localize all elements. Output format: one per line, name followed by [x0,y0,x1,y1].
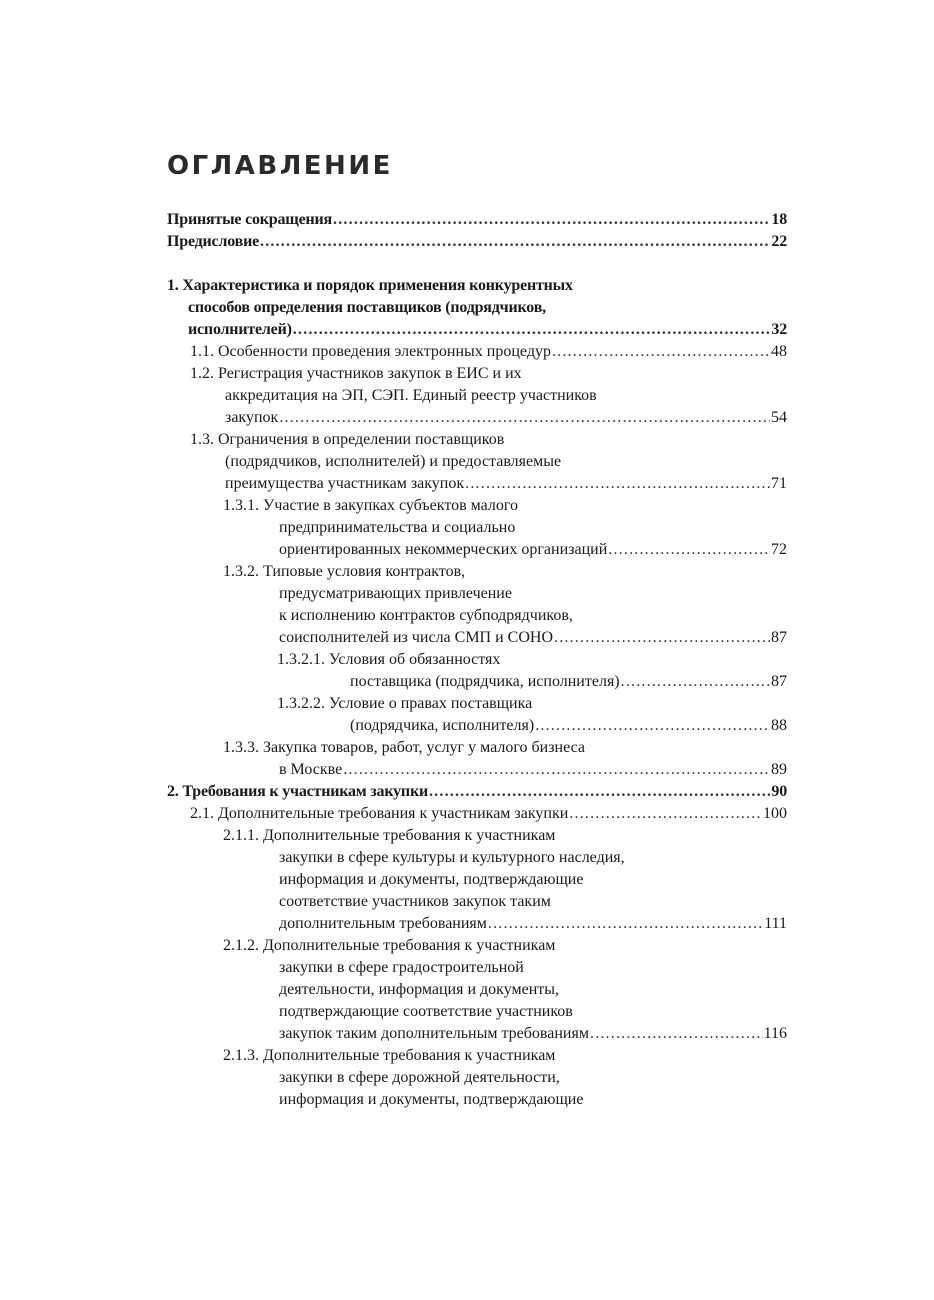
page-number: 116 [763,1025,787,1042]
toc-entry-title-line: 2. Требования к участникам закупки [167,783,428,800]
toc-entry-title-line: (подрядчика, исполнителя) [350,717,535,734]
toc-entry[interactable] [167,1045,787,1111]
dot-leader [590,1023,763,1045]
toc-entry[interactable] [167,429,787,495]
toc-entry-title-line: 1.3.2.1. Условия об обязанностях [277,651,501,668]
toc-entry[interactable] [167,363,787,429]
toc-entry[interactable] [167,209,787,231]
toc-entry-title-line: соисполнителей из числа СМП и СОНО [279,629,553,646]
toc-entry-title-line: закупки в сфере культуры и культурного наследия, [279,849,625,866]
toc-entry-title-line: 2.1.3. Дополнительные требования к участникам [223,1047,556,1064]
toc-entry-title-line: в Москве [279,761,343,778]
toc-entry-title-line: 1.3.3. Закупка товаров, работ, услуг у малого бизнеса [223,739,585,756]
toc-entry[interactable] [167,649,787,693]
toc-entry[interactable] [167,737,787,781]
toc-entry-title-line: аккредитация на ЭП, СЭП. Единый реестр участников [225,387,597,404]
toc-entry-title-line: предпринимательства и социально [279,519,516,536]
toc-entry-title-line: 2.1.1. Дополнительные требования к участникам [223,827,556,844]
dot-leader [554,627,770,649]
toc-entry[interactable] [167,561,787,649]
toc-entry[interactable] [167,781,787,803]
toc-entry[interactable] [167,803,787,825]
toc-entry-title-line: соответствие участников закупок таким [279,893,551,910]
toc-entry-title-line: (подрядчиков, исполнителей) и предоставляемые [225,453,562,470]
page-number: 89 [771,761,787,778]
toc-entry[interactable] [167,495,787,561]
page-number: 90 [771,783,787,800]
page-number: 72 [771,541,787,558]
toc-entry-title-line: подтверждающие соответствие участников [279,1003,573,1020]
dot-leader [488,913,763,935]
table-of-contents [167,209,787,1111]
toc-entry-title-line: 1.2. Регистрация участников закупок в ЕИС и их [190,365,522,382]
toc-entry[interactable] [167,935,787,1045]
dot-leader [535,715,770,737]
toc-entry[interactable] [167,231,787,253]
dot-leader [569,803,762,825]
toc-entry-title-line: 2.1. Дополнительные требования к участникам закупки [190,805,569,822]
dot-leader [333,209,770,231]
toc-entry-title-line: закупки в сфере дорожной деятельности, [279,1069,560,1086]
toc-entry-title-line: к исполнению контрактов субподрядчиков, [279,607,573,624]
toc-entry-title-line: 1.3.1. Участие в закупках субъектов малого [223,497,519,514]
toc-entry[interactable] [167,693,787,737]
page-number: 71 [771,475,787,492]
page-number: 22 [771,233,787,250]
toc-entry-title-line: исполнителей) [188,321,292,338]
toc-entry-title-line: деятельности, информация и документы, [279,981,560,998]
page-number: 88 [771,717,787,734]
dot-leader [465,473,770,495]
page-number: 54 [771,409,787,426]
toc-entry-title-line: дополнительным требованиям [279,915,487,932]
dot-leader [429,781,770,803]
toc-entry-title-line: поставщика (подрядчика, исполнителя) [350,673,620,690]
page-number: 87 [771,673,787,690]
page-number: 48 [771,343,787,360]
toc-entry-title-line: закупок таким дополнительным требованиям [279,1025,589,1042]
dot-leader [260,231,770,253]
page-number: 87 [771,629,787,646]
toc-entry-title-line: 1.3.2.2. Условие о правах поставщика [277,695,533,712]
toc-entry-title-line: 1. Характеристика и порядок применения конкурентных [167,277,573,294]
dot-leader [279,407,770,429]
toc-entry-title-line: информация и документы, подтверждающие [279,1091,584,1108]
toc-entry[interactable] [167,341,787,363]
toc-entry-title-line: закупок [225,409,279,426]
dot-leader [552,341,770,363]
toc-entry-title-line: предусматривающих привлечение [279,585,512,602]
toc-entry-title-line: 1.1. Особенности проведения электронных процедур [190,343,551,360]
toc-entry-title-line: информация и документы, подтверждающие [279,871,584,888]
dot-leader [343,759,770,781]
toc-entry-title-line: Предисловие [167,233,259,250]
toc-entry-title-line: ориентированных некоммерческих организаций [279,541,608,558]
toc-entry-title-line: 2.1.2. Дополнительные требования к участникам [223,937,556,954]
toc-entry-title-line: закупки в сфере градостроительной [279,959,524,976]
page-number: 32 [771,321,787,338]
page-number: 18 [771,211,787,228]
dot-leader [293,319,771,341]
toc-entry-title-line: 1.3.2. Типовые условия контрактов, [223,563,466,580]
toc-entry-title-line: преимущества участникам закупок [225,475,465,492]
page-number: 111 [764,915,787,932]
toc-entry-title-line: Принятые сокращения [167,211,333,228]
toc-entry-title-line: способов определения поставщиков (подрядчиков, [188,299,546,316]
dot-leader [621,671,770,693]
dot-leader [608,539,770,561]
toc-entry[interactable] [167,275,787,341]
toc-entry-title-line: 1.3. Ограничения в определении поставщиков [190,431,505,448]
toc-entry[interactable] [167,825,787,935]
page-title: ОГЛАВЛЕНИЕ [167,151,393,181]
page-number: 100 [763,805,787,822]
